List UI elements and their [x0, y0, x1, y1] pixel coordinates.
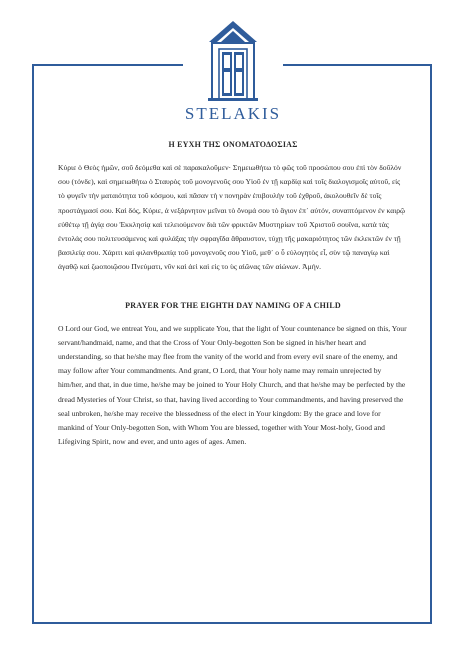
- document-body: [58, 140, 408, 449]
- english-prayer-text: O Lord our God, we entreat You, and we supplicate You, that the light of Your countenance be signed on this, Your servant/handmaid, name, and that the Cross of Your Only-begotten Son be signed in his/her heart and understanding, so that he/she may flee from the vanity of the world and from every evil snare of the enemy, and may follow after Your commandments. And grant, O Lord, that Your holy name may remain unrejected by him/her, and that, in due time, he/she may be joined to Your Holy Church, and that he/she may be perfected by the dread Mysteries of Your Christ, so that, having lived according to Your commandments, and having preserved the seal unbroken, he/she may receive the blessedness of the elect in Your kingdom: By the grace and love for mankind of Your Only-begotten Son, with Whom You are blessed, together with Your Most-holy, Good and Lifegiving Spirit, now and ever, and unto ages of ages. Amen.: [58, 323, 407, 447]
- greek-prayer-text: Κύριε ὁ Θεὸς ἡμῶν, σοῦ δεόμεθα καὶ σὲ παρακαλοῦμεν· Σημειωθήτω τὸ φῶς τοῦ προσώπου σου ἐπὶ τὸν δοῦλόν σου (τόνδε), καὶ σημειωθήτω ὁ Σταυρὸς τοῦ μονογενοῦς σου Υἱοῦ ἐν τῇ καρδίᾳ καὶ τοῖς διαλογισμοῖς αὐτοῦ, εἰς τὸ φυγεῖν τὴν ματαιότητα τοῦ κόσμου, καὶ πᾶσαν τὴ ν πονηρὰν ἐπιβουλὴν τοῦ ἐχθροῦ, ἀκολουθεῖν δὲ τοῖς προστάγμασί σου. Καὶ δός, Κύριε, ἀ νεξάρνητον μεῖναι τὸ ὄνομά σου τὸ ἅγιον ἐπ᾿ αὐτόν, συναπτόμενον ἐν καιρῷ εὐθέτῳ τῇ ἁγίᾳ σου Ἐκκλησίᾳ καὶ τελειούμενον διὰ τῶν φρικτῶν Μυστηρίων τοῦ Χριστοῦ σουἵνα, κατὰ τὰς ἐντολάς σου πολιτευσάμενος καὶ φυλάξας τὴν σφραγῖδα ἄθραυστον, τύχῃ τῆς μακαριότητος τῶν ἐκλεκτῶν ἐν τῇ βασιλείᾳ σου. Χάριτι καὶ φιλανθρωπίᾳ τοῦ μονογενοῦς σου Υἱοῦ, μεθ᾿ ο ὗ εὐλογητὸς εἶ, σὺν τῷ παναγίῳ καὶ ἀγαθῷ καὶ ζωοποιῷσου Πνεύματι, νῦν καὶ ἀεὶ καὶ εἰς το ὺς αἰῶνας τῶν αἰώνων. Ἀμήν.: [58, 163, 406, 272]
- brand-logo: [183, 18, 283, 128]
- chapel-door-icon: [202, 18, 264, 102]
- english-prayer-title: PRAYER FOR THE EIGHTH DAY NAMING OF A CHILD: [125, 300, 341, 310]
- brand-name: STELAKIS: [184, 104, 282, 123]
- greek-prayer-title: Η ΕΥΧΗ ΤΗΣ ΟΝΟΜΑΤΟΔΟΣΙΑΣ: [168, 140, 298, 149]
- section-spacer: [58, 275, 408, 301]
